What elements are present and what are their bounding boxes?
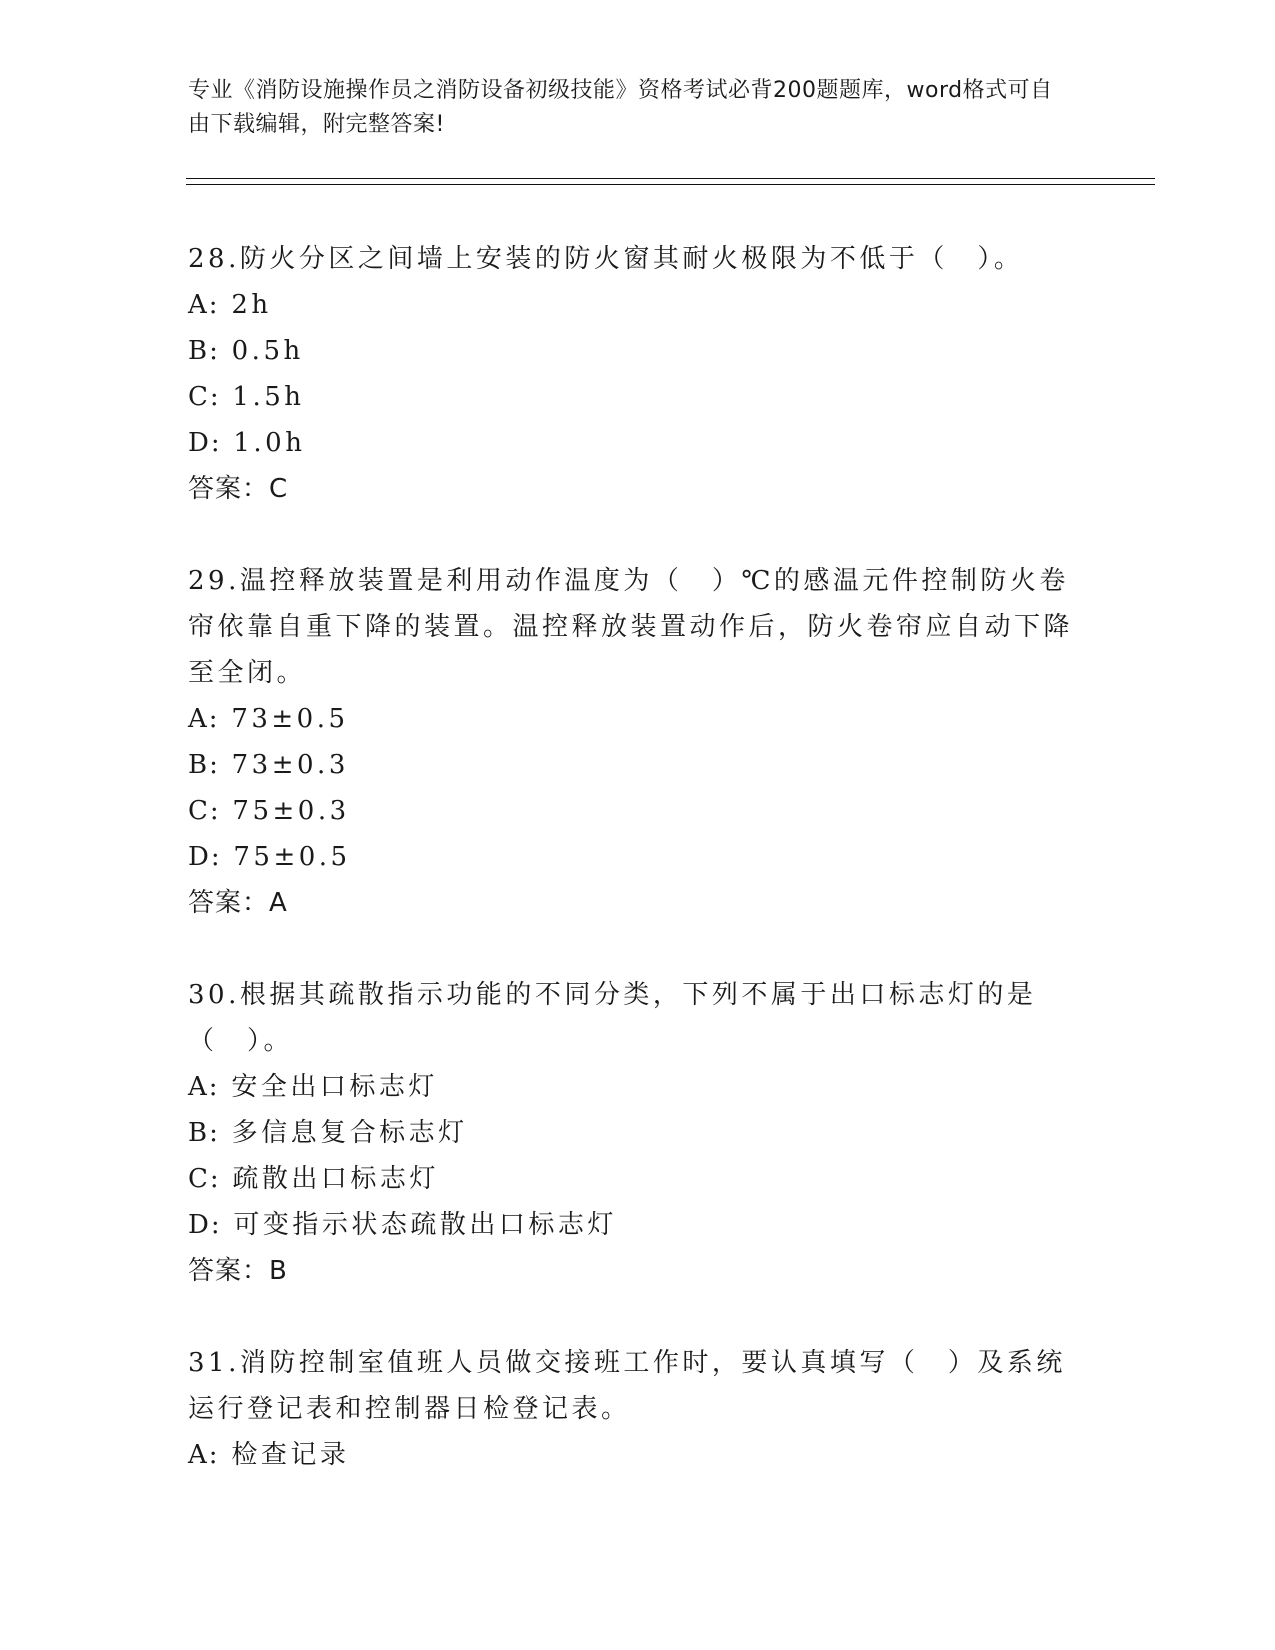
option-letter: A: (188, 1440, 220, 1470)
option-c (188, 1156, 1088, 1202)
option-a (188, 1432, 1088, 1478)
question-28 (188, 236, 1088, 512)
option-c (188, 788, 1088, 834)
option-d (188, 420, 1088, 466)
option-text: 1.5h (232, 382, 305, 412)
option-text: 73±0.5 (231, 704, 349, 734)
option-d (188, 1202, 1088, 1248)
option-text: 疏散出口标志灯 (232, 1164, 439, 1194)
option-letter: C: (188, 796, 221, 826)
option-text: 检查记录 (231, 1440, 350, 1470)
header-divider-top (186, 178, 1155, 179)
option-a (188, 696, 1088, 742)
header-divider-bottom (186, 184, 1155, 185)
option-a (188, 282, 1088, 328)
option-letter: C: (188, 1164, 221, 1194)
question-text: 29.温控释放装置是利用动作温度为（ ）℃的感温元件控制防火卷帘依靠自重下降的装置。温控释放装置动作后，防火卷帘应自动下降至全闭。 (188, 566, 1074, 688)
question-text: 30.根据其疏散指示功能的不同分类，下列不属于出口标志灯的是（ ）。 (188, 980, 1037, 1056)
option-letter: C: (188, 382, 221, 412)
option-text: 75±0.5 (233, 842, 351, 872)
option-text: 2h (231, 290, 272, 320)
question-30 (188, 972, 1088, 1294)
option-text: 1.0h (233, 428, 306, 458)
spacer (188, 1294, 1088, 1340)
option-text: 0.5h (231, 336, 304, 366)
option-letter: D: (188, 1210, 222, 1240)
answer-label: 答案：B (188, 1256, 288, 1286)
option-text: 75±0.3 (232, 796, 350, 826)
option-b (188, 328, 1088, 374)
question-29 (188, 558, 1088, 926)
answer-label: 答案：A (188, 888, 288, 918)
question-31 (188, 1340, 1088, 1478)
option-letter: D: (188, 428, 222, 458)
spacer (188, 512, 1088, 558)
option-b (188, 1110, 1088, 1156)
option-letter: A: (188, 1072, 220, 1102)
option-letter: A: (188, 704, 220, 734)
option-c (188, 374, 1088, 420)
page-header: 专业《消防设施操作员之消防设备初级技能》资格考试必背200题题库，word格式可自由下载编辑，附完整答案! (188, 78, 1053, 137)
spacer (188, 926, 1088, 972)
answer-label: 答案：C (188, 474, 289, 504)
option-a (188, 1064, 1088, 1110)
option-letter: A: (188, 290, 220, 320)
option-letter: B: (188, 336, 220, 366)
option-letter: B: (188, 750, 220, 780)
option-text: 多信息复合标志灯 (231, 1118, 468, 1148)
option-text: 可变指示状态疏散出口标志灯 (233, 1210, 617, 1240)
option-text: 73±0.3 (231, 750, 349, 780)
option-d (188, 834, 1088, 880)
option-letter: D: (188, 842, 222, 872)
option-letter: B: (188, 1118, 220, 1148)
question-text: 31.消防控制室值班人员做交接班工作时，要认真填写（ ）及系统运行登记表和控制器日检登记表。 (188, 1348, 1066, 1424)
option-text: 安全出口标志灯 (231, 1072, 438, 1102)
question-text: 28.防火分区之间墙上安装的防火窗其耐火极限为不低于（ ）。 (188, 244, 1024, 274)
question-list (188, 236, 1088, 1478)
option-b (188, 742, 1088, 788)
